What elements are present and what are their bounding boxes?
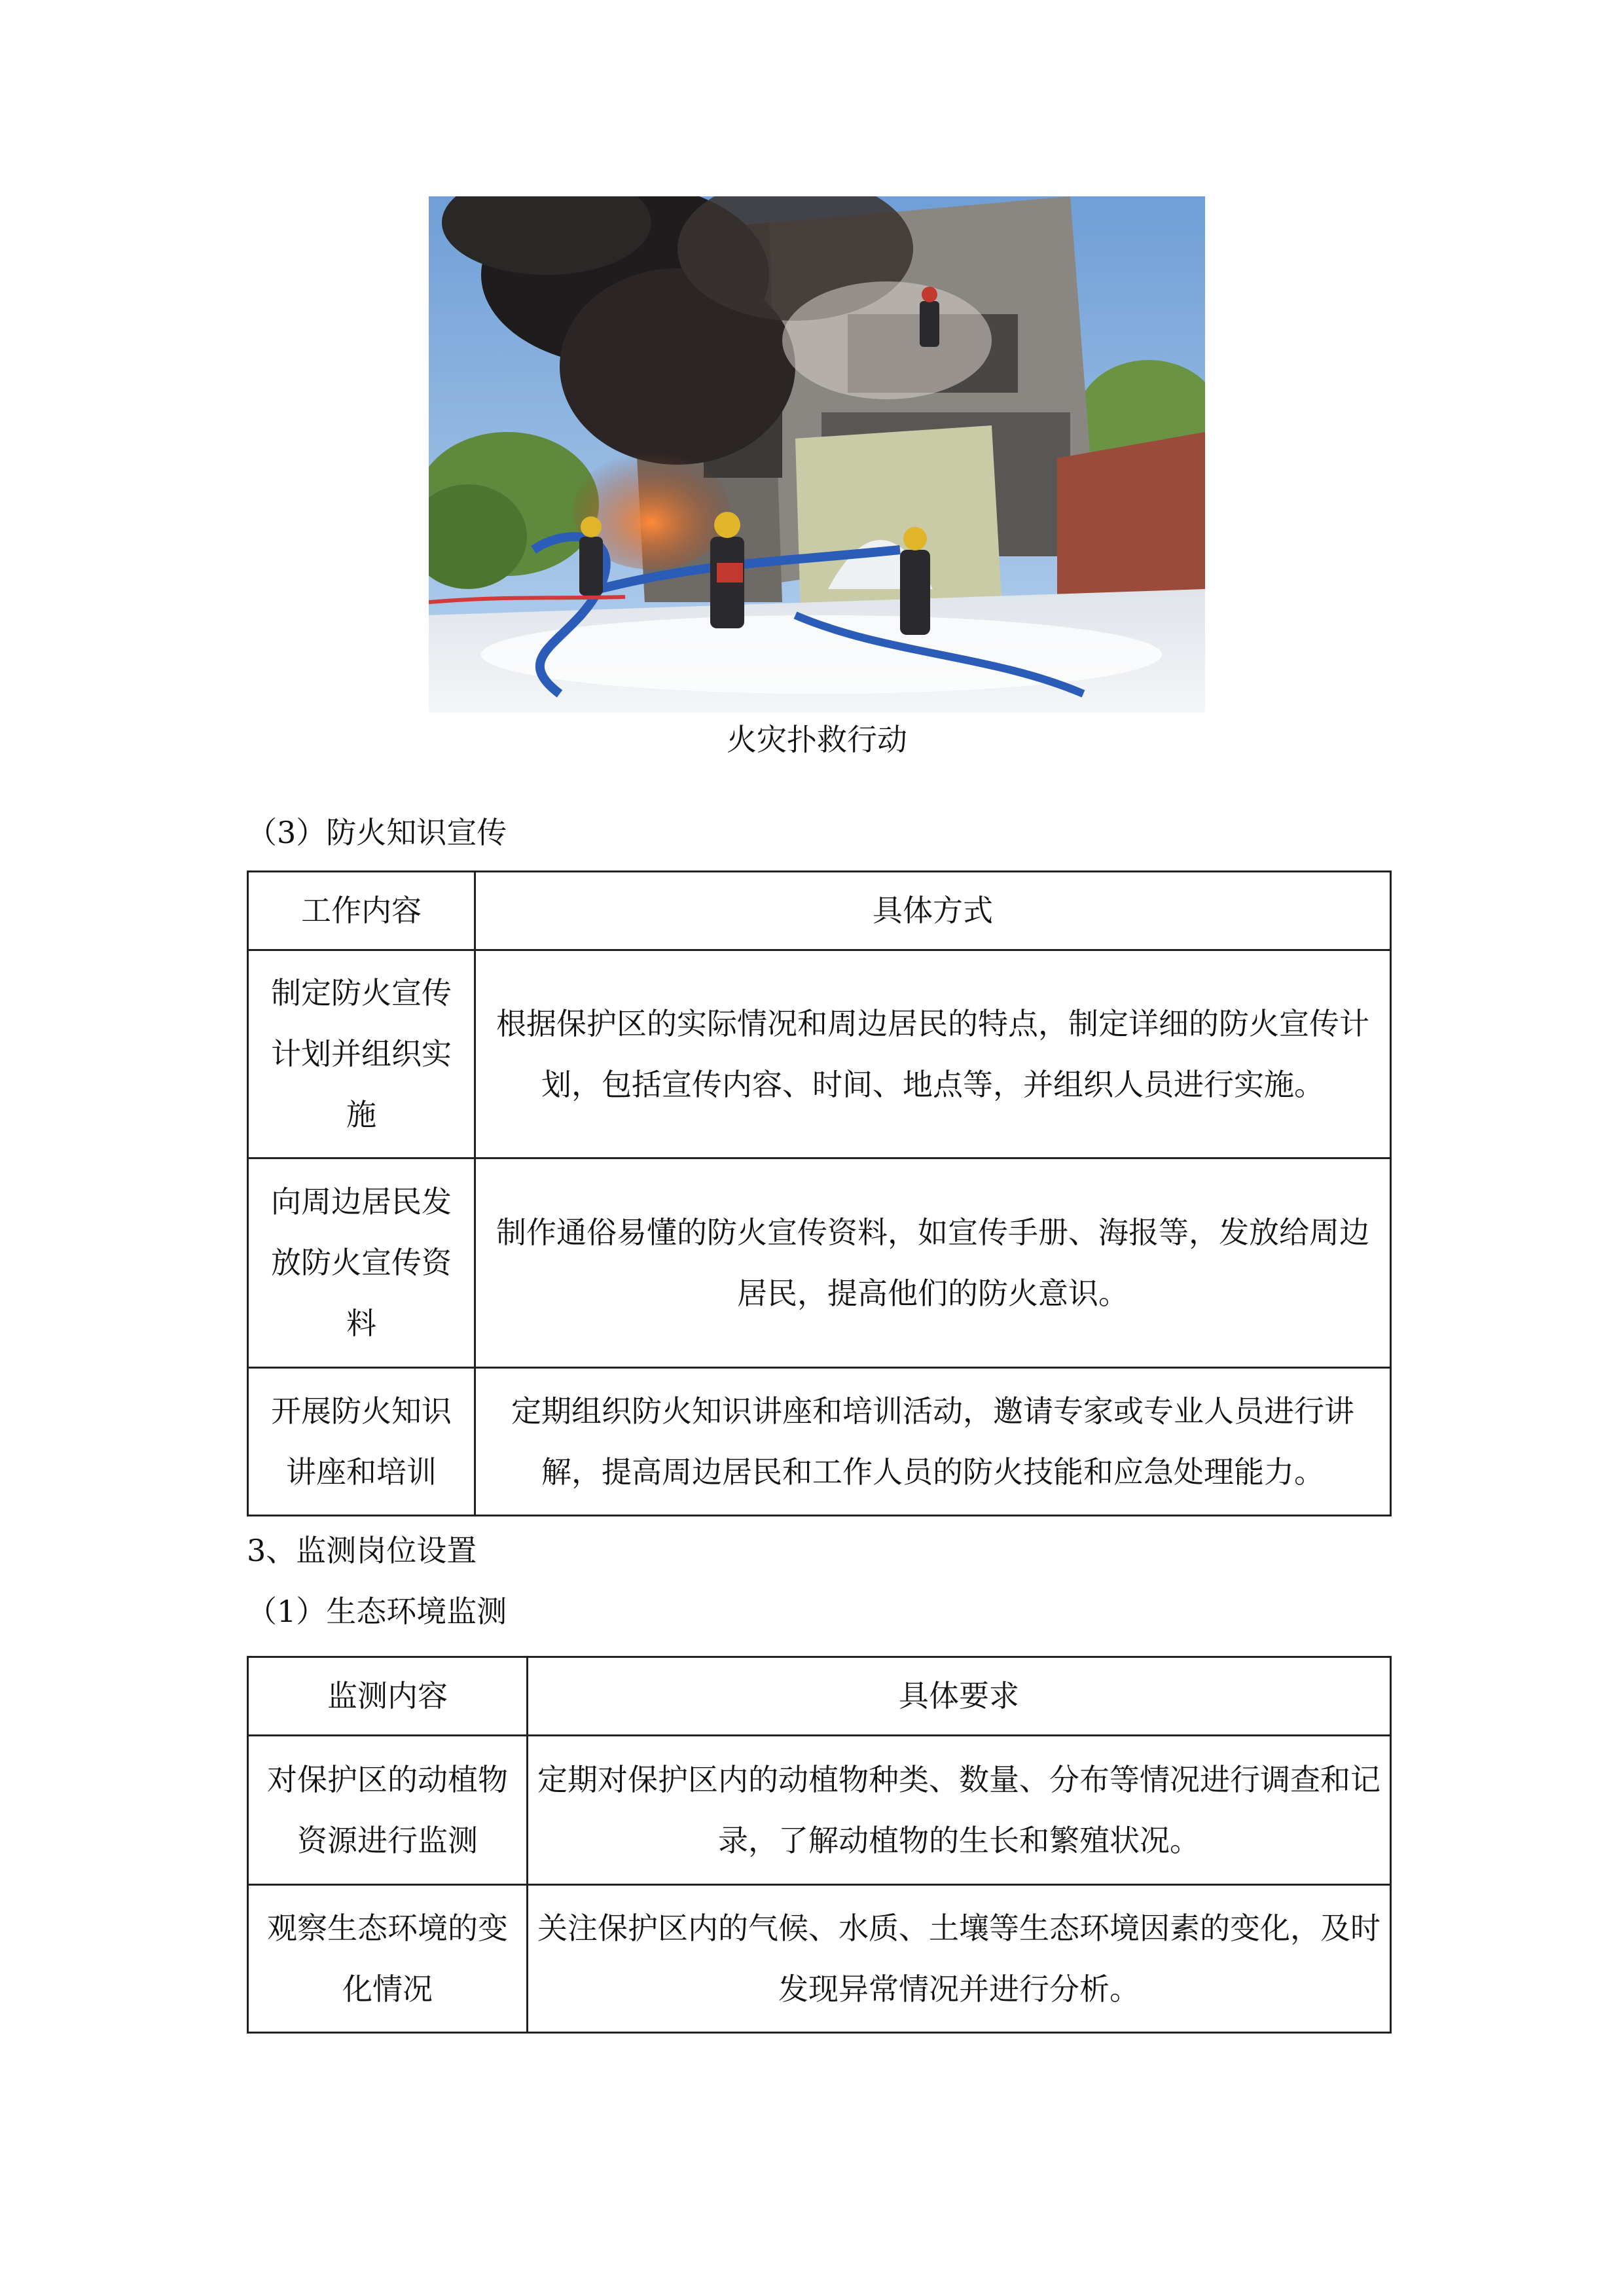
table-header-cell: 具体方式 — [475, 872, 1391, 950]
table-cell-method: 制作通俗易懂的防火宣传资料，如宣传手册、海报等，发放给周边居民，提高他们的防火意识。 — [475, 1158, 1391, 1368]
firefighting-photo-illustration — [429, 196, 1205, 713]
table-cell-method: 根据保护区的实际情况和周边居民的特点，制定详细的防火宣传计划，包括宣传内容、时间、地点等，并组织人员进行实施。 — [475, 950, 1391, 1158]
eco-monitoring-table — [247, 1656, 1392, 2034]
photo-caption: 火灾扑救行动 — [727, 722, 907, 757]
table-header-row — [248, 872, 1391, 950]
table-row — [248, 1368, 1391, 1516]
table-cell-monitor-item: 观察生态环境的变化情况 — [248, 1885, 528, 2033]
table-cell-work-item: 开展防火知识讲座和培训 — [248, 1368, 475, 1516]
table-row — [248, 1885, 1391, 2033]
table-header-cell: 工作内容 — [248, 872, 475, 950]
table-cell-method: 定期组织防火知识讲座和培训活动，邀请专家或专业人员进行讲解，提高周边居民和工作人员的防火技能和应急处理能力。 — [475, 1368, 1391, 1516]
table-cell-work-item: 制定防火宣传计划并组织实施 — [248, 950, 475, 1158]
subsection-heading-eco-monitoring: （1）生态环境监测 — [247, 1594, 507, 1629]
table-row — [248, 950, 1391, 1158]
section-heading-monitoring: 3、监测岗位设置 — [247, 1533, 477, 1568]
table-row — [248, 1736, 1391, 1885]
table-header-row — [248, 1657, 1391, 1736]
table-cell-monitor-item: 对保护区的动植物资源进行监测 — [248, 1736, 528, 1885]
table-row — [248, 1158, 1391, 1368]
firefighting-photo — [429, 196, 1205, 713]
table-header-cell: 监测内容 — [248, 1657, 528, 1736]
fire-publicity-table — [247, 870, 1392, 1516]
table-cell-requirement: 定期对保护区内的动植物种类、数量、分布等情况进行调查和记录，了解动植物的生长和繁殖状况。 — [528, 1736, 1391, 1885]
section-heading-fire-publicity: （3）防火知识宣传 — [247, 815, 507, 850]
table-header-cell: 具体要求 — [528, 1657, 1391, 1736]
table-cell-work-item: 向周边居民发放防火宣传资料 — [248, 1158, 475, 1368]
table-cell-requirement: 关注保护区内的气候、水质、土壤等生态环境因素的变化，及时发现异常情况并进行分析。 — [528, 1885, 1391, 2033]
